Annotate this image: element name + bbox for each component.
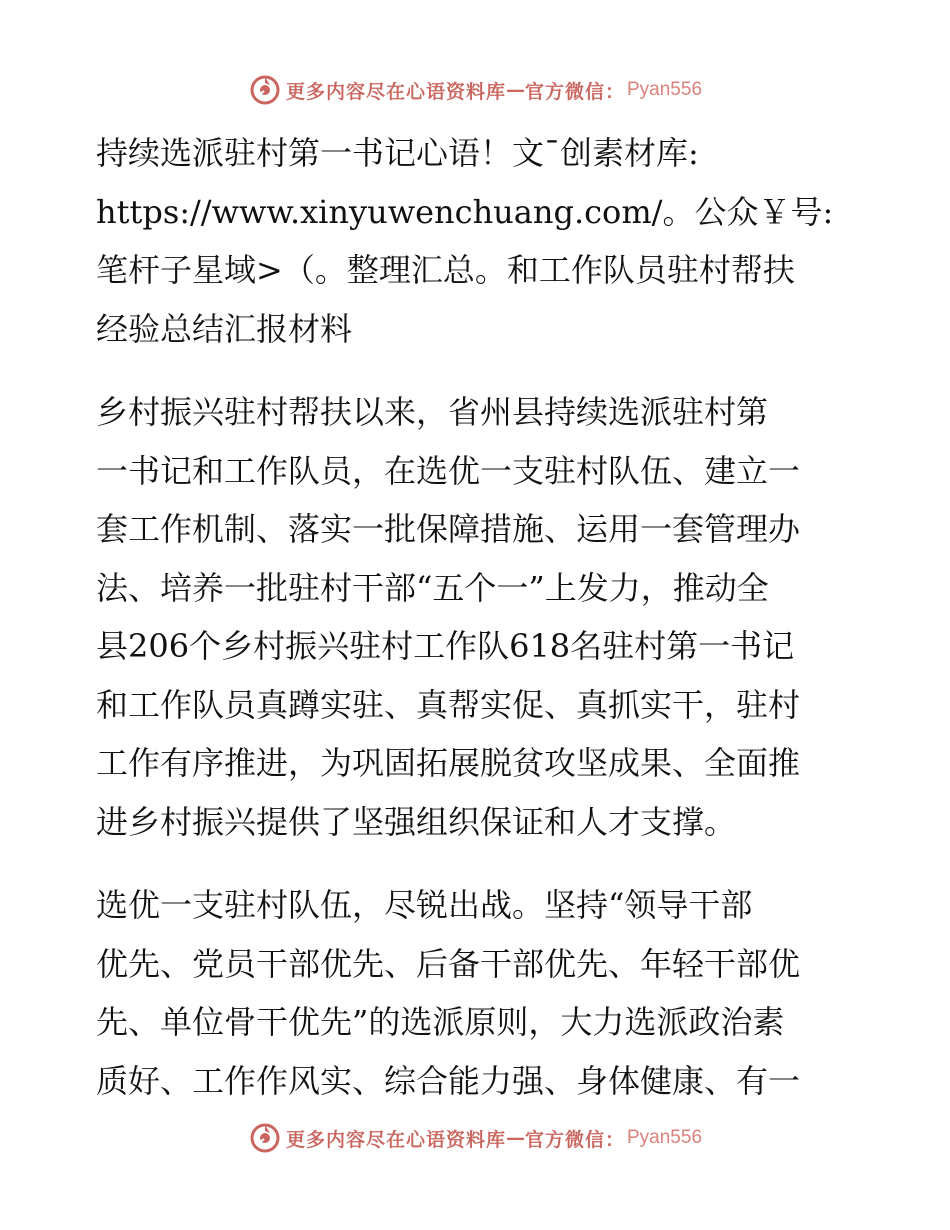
paragraph-3: [96, 876, 856, 1110]
text-line: 工作有序推进，为巩固拓展脱贫攻坚成果、全面推: [96, 744, 801, 782]
logo-icon: [248, 73, 282, 107]
text-line: 笔杆子星域>（。整理汇总。和工作队员驻村帮扶: [96, 251, 795, 289]
banner-title: 更多内容尽在心语资料库: [285, 1128, 506, 1151]
text-line: 套工作机制、落实一批保障措施、运用一套管理办: [96, 510, 801, 548]
header-banner: [0, 70, 950, 110]
banner-wechat-id: Pyan556: [627, 1127, 703, 1148]
banner-separator: —: [505, 79, 525, 101]
text-line: 进乡村振兴提供了坚强组织保证和人才支撑。: [96, 802, 737, 841]
banner-wechat-label: 官方微信：: [524, 1128, 625, 1151]
banner-separator: —: [505, 1127, 525, 1149]
paragraph-1: [96, 124, 856, 358]
text-line: 选优一支驻村队伍，尽锐出战。坚持“领导干部: [96, 886, 753, 924]
banner-wechat-label: 官方微信：: [524, 80, 625, 103]
text-line: 质好、工作作风实、综合能力强、身体健康、有一: [96, 1061, 801, 1100]
text-line: 和工作队员真蹲实驻、真帮实促、真抓实干，驻村: [96, 685, 801, 724]
text-line: 县206个乡村振兴驻村工作队618名驻村第一书记: [96, 627, 795, 665]
banner-wechat-id: Pyan556: [627, 79, 703, 100]
document-body: [96, 124, 856, 1135]
banner-title: 更多内容尽在心语资料库: [285, 80, 506, 103]
text-line: 持续选派驻村第一书记心语！文¯创素材库:: [96, 134, 699, 172]
text-line: 优先、党员干部优先、后备干部优先、年轻干部优: [96, 944, 801, 983]
logo-icon: [248, 1121, 282, 1155]
text-line: https://www.xinyuwenchuang.com/。公众￥号:: [96, 192, 834, 231]
text-line: 经验总结汇报材料: [96, 309, 353, 348]
text-line: 先、单位骨干优先”的选派原则，大力选派政治素: [96, 1003, 785, 1041]
text-line: 一书记和工作队员，在选优一支驻村队伍、建立一: [96, 451, 801, 490]
paragraph-2: [96, 383, 856, 851]
text-line: 法、培养一批驻村干部“五个一”上发力，推动全: [96, 568, 769, 607]
footer-banner: [0, 1118, 950, 1158]
text-line: 乡村振兴驻村帮扶以来，省州县持续选派驻村第: [96, 393, 769, 431]
